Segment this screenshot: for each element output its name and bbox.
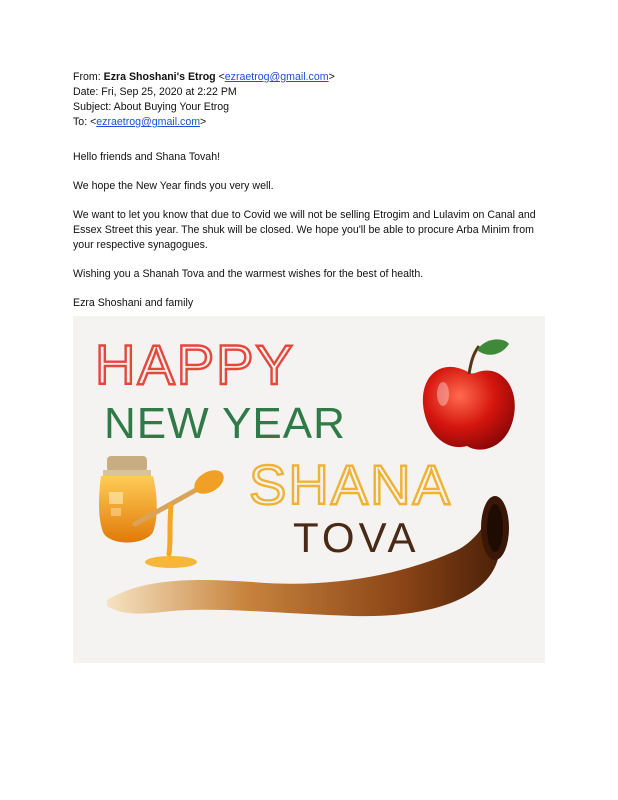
honey-jar-icon	[99, 456, 157, 543]
to-label: To: <	[73, 116, 97, 128]
apple-icon	[423, 339, 515, 449]
card-shana-text: SHANA	[249, 453, 452, 516]
signoff-text: Ezra Shoshani and family	[73, 297, 194, 309]
email-body	[73, 150, 553, 325]
paragraph-3: Wishing you a Shanah Tova and the warmest wishes for the best of health.	[73, 268, 424, 280]
greeting-text: Hello friends and Shana Tovah!	[73, 151, 221, 163]
email-headers	[73, 70, 335, 130]
paragraph-2: We want to let you know that due to Covid we will not be selling Etrogim and Lulavim on Canal and Essex Street this year. The shuk will be closed. We hope you'll be able to procure Arba Minim from your respective synagogues.	[73, 209, 536, 251]
paragraph-1: We hope the New Year finds you very well.	[73, 180, 274, 192]
from-bracket-open: <	[218, 71, 225, 83]
to-line	[73, 115, 335, 130]
to-bracket-close: >	[200, 116, 207, 128]
from-line	[73, 70, 335, 85]
sender-email-link[interactable]: ezraetrog@gmail.com	[224, 71, 329, 83]
recipient-email-link[interactable]: ezraetrog@gmail.com	[96, 116, 201, 128]
card-tova-text: TOVA	[293, 514, 420, 561]
card-happy-text: HAPPY	[95, 333, 295, 396]
from-label: From:	[73, 71, 101, 83]
shana-tova-card	[73, 316, 545, 663]
from-bracket-close: >	[328, 71, 335, 83]
date-line: Date: Fri, Sep 25, 2020 at 2:22 PM	[73, 86, 237, 98]
sender-name: Ezra Shoshani's Etrog	[103, 71, 216, 83]
card-new-year-text: NEW YEAR	[104, 399, 346, 448]
subject-line: Subject: About Buying Your Etrog	[73, 101, 230, 113]
card-artwork	[73, 316, 545, 663]
